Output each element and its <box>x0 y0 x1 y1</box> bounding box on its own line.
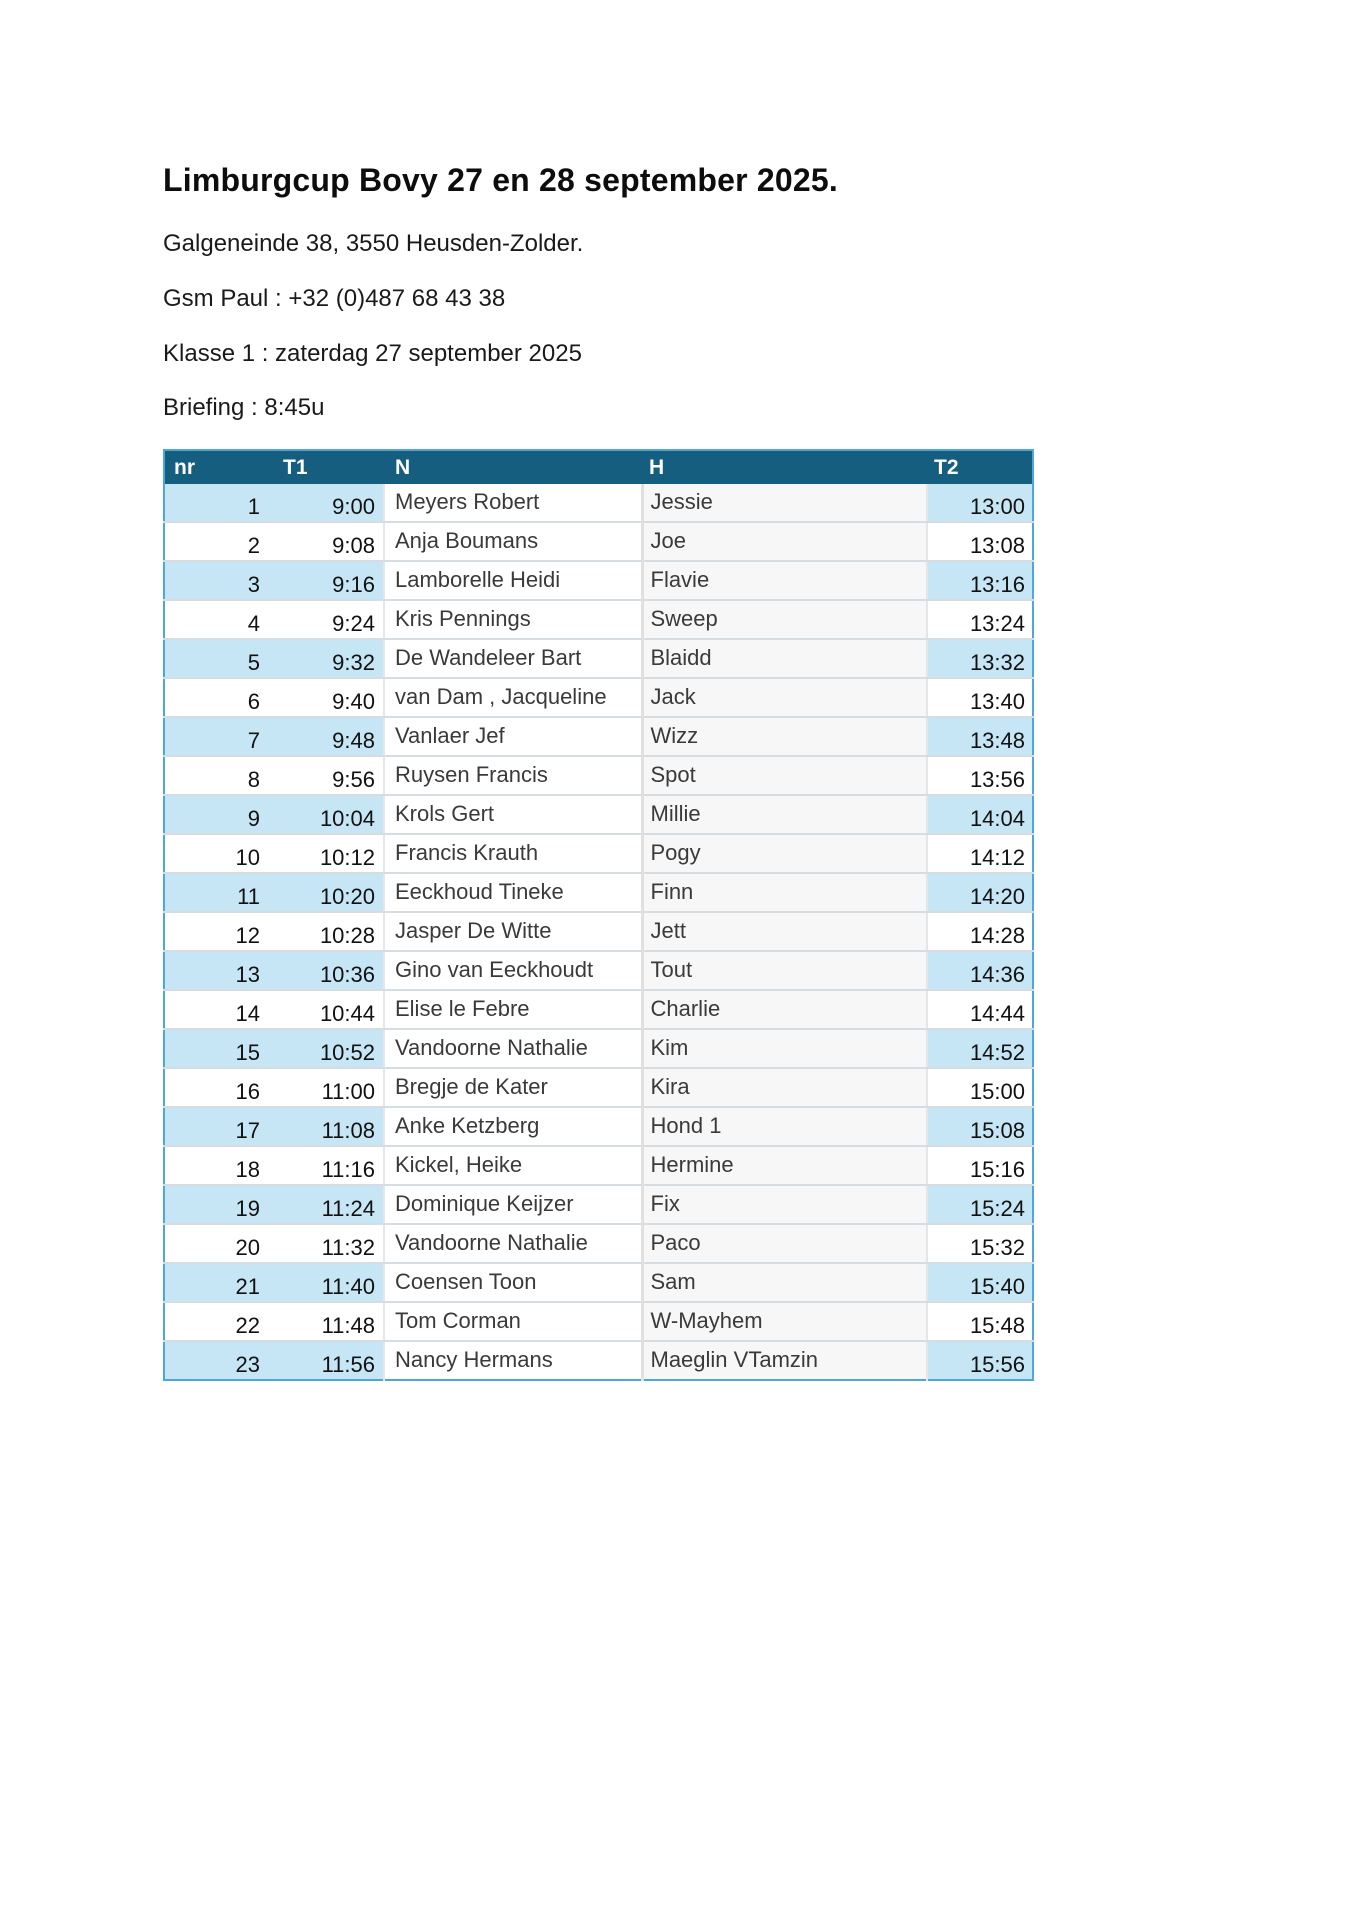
table-row <box>164 717 1033 756</box>
cell-dog: Sam <box>642 1263 927 1302</box>
cell-dog: Maeglin VTamzin <box>642 1341 927 1380</box>
cell-t2: 15:24 <box>927 1185 1033 1224</box>
cell-nr: 12 <box>164 912 274 951</box>
schedule-table <box>163 449 1034 1381</box>
cell-name: Bregje de Kater <box>384 1068 642 1107</box>
cell-dog: Paco <box>642 1224 927 1263</box>
cell-t2: 14:12 <box>927 834 1033 873</box>
cell-t1: 9:48 <box>274 717 384 756</box>
cell-name: Coensen Toon <box>384 1263 642 1302</box>
column-header-t1: T1 <box>274 450 384 484</box>
cell-t2: 13:16 <box>927 561 1033 600</box>
cell-nr: 20 <box>164 1224 274 1263</box>
cell-t1: 11:08 <box>274 1107 384 1146</box>
cell-t1: 9:32 <box>274 639 384 678</box>
cell-nr: 1 <box>164 484 274 522</box>
cell-t2: 14:20 <box>927 873 1033 912</box>
cell-nr: 2 <box>164 522 274 561</box>
table-row <box>164 1263 1033 1302</box>
cell-nr: 7 <box>164 717 274 756</box>
cell-t2: 15:32 <box>927 1224 1033 1263</box>
cell-t1: 9:08 <box>274 522 384 561</box>
cell-dog: W-Mayhem <box>642 1302 927 1341</box>
table-row <box>164 678 1033 717</box>
cell-t2: 14:28 <box>927 912 1033 951</box>
cell-name: Meyers Robert <box>384 484 642 522</box>
cell-dog: Kim <box>642 1029 927 1068</box>
cell-t2: 15:40 <box>927 1263 1033 1302</box>
cell-t1: 9:00 <box>274 484 384 522</box>
cell-name: Eeckhoud Tineke <box>384 873 642 912</box>
phone-line: Gsm Paul : +32 (0)487 68 43 38 <box>163 285 506 312</box>
address-line: Galgeneinde 38, 3550 Heusden-Zolder. <box>163 230 584 257</box>
cell-name: Francis Krauth <box>384 834 642 873</box>
cell-t2: 14:04 <box>927 795 1033 834</box>
cell-t1: 10:28 <box>274 912 384 951</box>
cell-nr: 16 <box>164 1068 274 1107</box>
cell-t2: 15:08 <box>927 1107 1033 1146</box>
cell-t2: 14:36 <box>927 951 1033 990</box>
cell-t2: 13:48 <box>927 717 1033 756</box>
table-row <box>164 1107 1033 1146</box>
cell-nr: 22 <box>164 1302 274 1341</box>
table-row <box>164 873 1033 912</box>
cell-dog: Jessie <box>642 484 927 522</box>
cell-dog: Flavie <box>642 561 927 600</box>
cell-nr: 8 <box>164 756 274 795</box>
cell-t1: 10:52 <box>274 1029 384 1068</box>
cell-t2: 15:48 <box>927 1302 1033 1341</box>
cell-dog: Jett <box>642 912 927 951</box>
cell-name: Vandoorne Nathalie <box>384 1224 642 1263</box>
table-row <box>164 1068 1033 1107</box>
column-header-t2: T2 <box>927 450 1033 484</box>
cell-dog: Fix <box>642 1185 927 1224</box>
cell-nr: 19 <box>164 1185 274 1224</box>
cell-nr: 23 <box>164 1341 274 1380</box>
page-title: Limburgcup Bovy 27 en 28 september 2025. <box>163 162 838 198</box>
cell-nr: 15 <box>164 1029 274 1068</box>
cell-nr: 11 <box>164 873 274 912</box>
cell-dog: Sweep <box>642 600 927 639</box>
cell-t1: 11:56 <box>274 1341 384 1380</box>
cell-nr: 4 <box>164 600 274 639</box>
cell-t2: 15:00 <box>927 1068 1033 1107</box>
cell-t2: 14:44 <box>927 990 1033 1029</box>
table-row <box>164 561 1033 600</box>
cell-t2: 13:24 <box>927 600 1033 639</box>
cell-nr: 17 <box>164 1107 274 1146</box>
cell-dog: Blaidd <box>642 639 927 678</box>
cell-name: Kickel, Heike <box>384 1146 642 1185</box>
cell-t1: 10:20 <box>274 873 384 912</box>
cell-name: Kris Pennings <box>384 600 642 639</box>
cell-t2: 14:52 <box>927 1029 1033 1068</box>
cell-name: De Wandeleer Bart <box>384 639 642 678</box>
table-row <box>164 484 1033 522</box>
cell-t1: 9:16 <box>274 561 384 600</box>
cell-name: Krols Gert <box>384 795 642 834</box>
cell-t1: 11:40 <box>274 1263 384 1302</box>
table-row <box>164 990 1033 1029</box>
cell-nr: 3 <box>164 561 274 600</box>
table-row <box>164 1224 1033 1263</box>
table-row <box>164 1185 1033 1224</box>
cell-name: Tom Corman <box>384 1302 642 1341</box>
cell-name: Anja Boumans <box>384 522 642 561</box>
cell-dog: Tout <box>642 951 927 990</box>
cell-t2: 13:56 <box>927 756 1033 795</box>
table-row <box>164 756 1033 795</box>
cell-dog: Wizz <box>642 717 927 756</box>
cell-t1: 10:04 <box>274 795 384 834</box>
cell-name: Jasper De Witte <box>384 912 642 951</box>
cell-name: Dominique Keijzer <box>384 1185 642 1224</box>
table-row <box>164 1302 1033 1341</box>
cell-dog: Spot <box>642 756 927 795</box>
cell-nr: 21 <box>164 1263 274 1302</box>
briefing-line: Briefing : 8:45u <box>163 394 325 421</box>
cell-nr: 5 <box>164 639 274 678</box>
table-row <box>164 639 1033 678</box>
cell-t2: 13:40 <box>927 678 1033 717</box>
cell-name: Vandoorne Nathalie <box>384 1029 642 1068</box>
cell-nr: 6 <box>164 678 274 717</box>
cell-t2: 13:32 <box>927 639 1033 678</box>
cell-name: Ruysen Francis <box>384 756 642 795</box>
cell-dog: Charlie <box>642 990 927 1029</box>
table-row <box>164 912 1033 951</box>
cell-name: Elise le Febre <box>384 990 642 1029</box>
column-header-nr: nr <box>164 450 274 484</box>
cell-dog: Jack <box>642 678 927 717</box>
table-header-row <box>164 450 1033 484</box>
table-row <box>164 834 1033 873</box>
table-row <box>164 795 1033 834</box>
table-row <box>164 1341 1033 1380</box>
schedule-body <box>164 484 1033 1380</box>
cell-dog: Kira <box>642 1068 927 1107</box>
cell-dog: Finn <box>642 873 927 912</box>
cell-t1: 11:48 <box>274 1302 384 1341</box>
table-row <box>164 522 1033 561</box>
cell-nr: 9 <box>164 795 274 834</box>
cell-nr: 14 <box>164 990 274 1029</box>
cell-name: Lamborelle Heidi <box>384 561 642 600</box>
cell-dog: Hond 1 <box>642 1107 927 1146</box>
column-header-n: N <box>384 450 642 484</box>
cell-name: Vanlaer Jef <box>384 717 642 756</box>
cell-dog: Hermine <box>642 1146 927 1185</box>
cell-t2: 13:08 <box>927 522 1033 561</box>
cell-name: Anke Ketzberg <box>384 1107 642 1146</box>
class-line: Klasse 1 : zaterdag 27 september 2025 <box>163 340 582 367</box>
cell-name: Gino van Eeckhoudt <box>384 951 642 990</box>
cell-nr: 13 <box>164 951 274 990</box>
column-header-h: H <box>642 450 927 484</box>
cell-t1: 11:00 <box>274 1068 384 1107</box>
cell-t1: 10:36 <box>274 951 384 990</box>
cell-t2: 13:00 <box>927 484 1033 522</box>
cell-t1: 11:32 <box>274 1224 384 1263</box>
cell-t1: 9:56 <box>274 756 384 795</box>
cell-dog: Millie <box>642 795 927 834</box>
cell-t1: 11:24 <box>274 1185 384 1224</box>
cell-t1: 11:16 <box>274 1146 384 1185</box>
table-row <box>164 1146 1033 1185</box>
cell-nr: 18 <box>164 1146 274 1185</box>
cell-dog: Joe <box>642 522 927 561</box>
cell-t1: 10:12 <box>274 834 384 873</box>
cell-t1: 10:44 <box>274 990 384 1029</box>
table-row <box>164 1029 1033 1068</box>
cell-name: Nancy Hermans <box>384 1341 642 1380</box>
cell-t2: 15:56 <box>927 1341 1033 1380</box>
cell-t2: 15:16 <box>927 1146 1033 1185</box>
cell-t1: 9:24 <box>274 600 384 639</box>
table-row <box>164 600 1033 639</box>
table-row <box>164 951 1033 990</box>
cell-nr: 10 <box>164 834 274 873</box>
cell-t1: 9:40 <box>274 678 384 717</box>
cell-dog: Pogy <box>642 834 927 873</box>
cell-name: van Dam , Jacqueline <box>384 678 642 717</box>
